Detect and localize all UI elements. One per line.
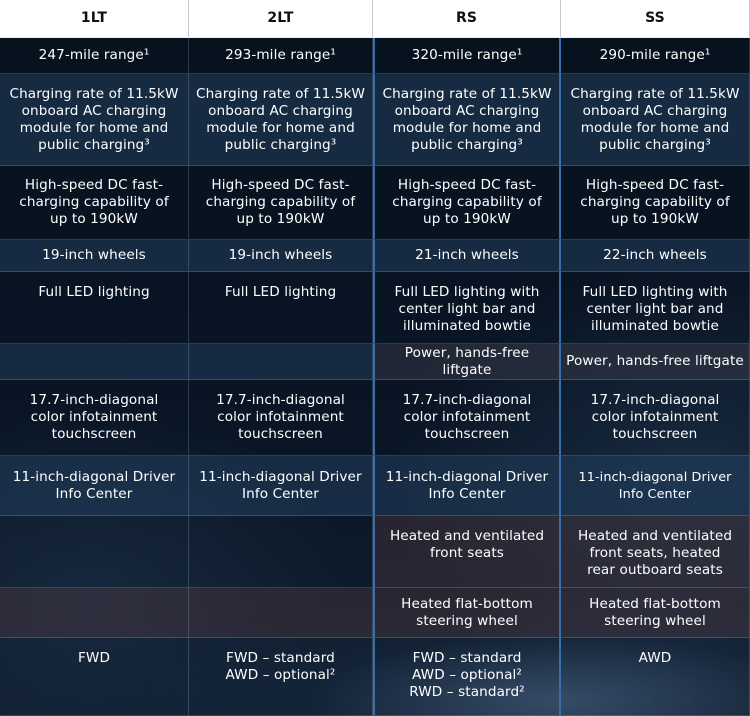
cell-steering-wheel-ss: Heated flat-bottom steering wheel (561, 588, 750, 638)
cell-lighting-2lt: Full LED lighting (189, 272, 373, 344)
cell-driver-info-center-ss: 11-inch-diagonal Driver Info Center (561, 456, 750, 516)
cell-heated-seats-ss: Heated and ventilated front seats, heated rear outboard seats (561, 516, 750, 588)
cell-dc-fast-charging-ss: High-speed DC fast- charging capability of up to 190kW (561, 166, 750, 240)
cell-heated-seats-2lt (189, 516, 373, 588)
cell-infotainment-rs: 17.7-inch-diagonal color infotainment touchscreen (373, 380, 561, 456)
header-ss: SS (561, 0, 750, 38)
cell-ac-charging-2lt: Charging rate of 11.5kW onboard AC charging module for home and public charging³ (189, 74, 373, 166)
cell-drivetrain-2lt: FWD – standard AWD – optional² (189, 638, 373, 716)
cell-liftgate-2lt (189, 344, 373, 380)
cell-steering-wheel-2lt (189, 588, 373, 638)
cell-range-rs: 320-mile range¹ (373, 38, 561, 74)
cell-lighting-rs: Full LED lighting with center light bar and illuminated bowtie (373, 272, 561, 344)
cell-liftgate-rs: Power, hands-free liftgate (373, 344, 561, 380)
cell-dc-fast-charging-rs: High-speed DC fast- charging capability of up to 190kW (373, 166, 561, 240)
cell-driver-info-center-rs: 11-inch-diagonal Driver Info Center (373, 456, 561, 516)
header-2lt: 2LT (189, 0, 373, 38)
cell-dc-fast-charging-2lt: High-speed DC fast- charging capability of up to 190kW (189, 166, 373, 240)
cell-range-ss: 290-mile range¹ (561, 38, 750, 74)
cell-infotainment-2lt: 17.7-inch-diagonal color infotainment touchscreen (189, 380, 373, 456)
cell-range-2lt: 293-mile range¹ (189, 38, 373, 74)
cell-steering-wheel-rs: Heated flat-bottom steering wheel (373, 588, 561, 638)
cell-dc-fast-charging-1lt: High-speed DC fast- charging capability of up to 190kW (0, 166, 189, 240)
cell-liftgate-ss: Power, hands-free liftgate (561, 344, 750, 380)
cell-wheels-ss: 22-inch wheels (561, 240, 750, 272)
cell-ac-charging-1lt: Charging rate of 11.5kW onboard AC charging module for home and public charging³ (0, 74, 189, 166)
cell-lighting-1lt: Full LED lighting (0, 272, 189, 344)
cell-liftgate-1lt (0, 344, 189, 380)
cell-driver-info-center-1lt: 11-inch-diagonal Driver Info Center (0, 456, 189, 516)
cell-wheels-2lt: 19-inch wheels (189, 240, 373, 272)
cell-heated-seats-1lt (0, 516, 189, 588)
cell-drivetrain-1lt: FWD (0, 638, 189, 716)
header-rs: RS (373, 0, 561, 38)
cell-lighting-ss: Full LED lighting with center light bar and illuminated bowtie (561, 272, 750, 344)
cell-drivetrain-rs: FWD – standard AWD – optional² RWD – standard² (373, 638, 561, 716)
cell-ac-charging-ss: Charging rate of 11.5kW onboard AC charging module for home and public charging³ (561, 74, 750, 166)
cell-heated-seats-rs: Heated and ventilated front seats (373, 516, 561, 588)
cell-wheels-rs: 21-inch wheels (373, 240, 561, 272)
cell-infotainment-ss: 17.7-inch-diagonal color infotainment touchscreen (561, 380, 750, 456)
cell-driver-info-center-2lt: 11-inch-diagonal Driver Info Center (189, 456, 373, 516)
cell-infotainment-1lt: 17.7-inch-diagonal color infotainment touchscreen (0, 380, 189, 456)
cell-steering-wheel-1lt (0, 588, 189, 638)
cell-ac-charging-rs: Charging rate of 11.5kW onboard AC charging module for home and public charging³ (373, 74, 561, 166)
cell-drivetrain-ss: AWD (561, 638, 750, 716)
header-1lt: 1LT (0, 0, 189, 38)
cell-range-1lt: 247-mile range¹ (0, 38, 189, 74)
cell-wheels-1lt: 19-inch wheels (0, 240, 189, 272)
